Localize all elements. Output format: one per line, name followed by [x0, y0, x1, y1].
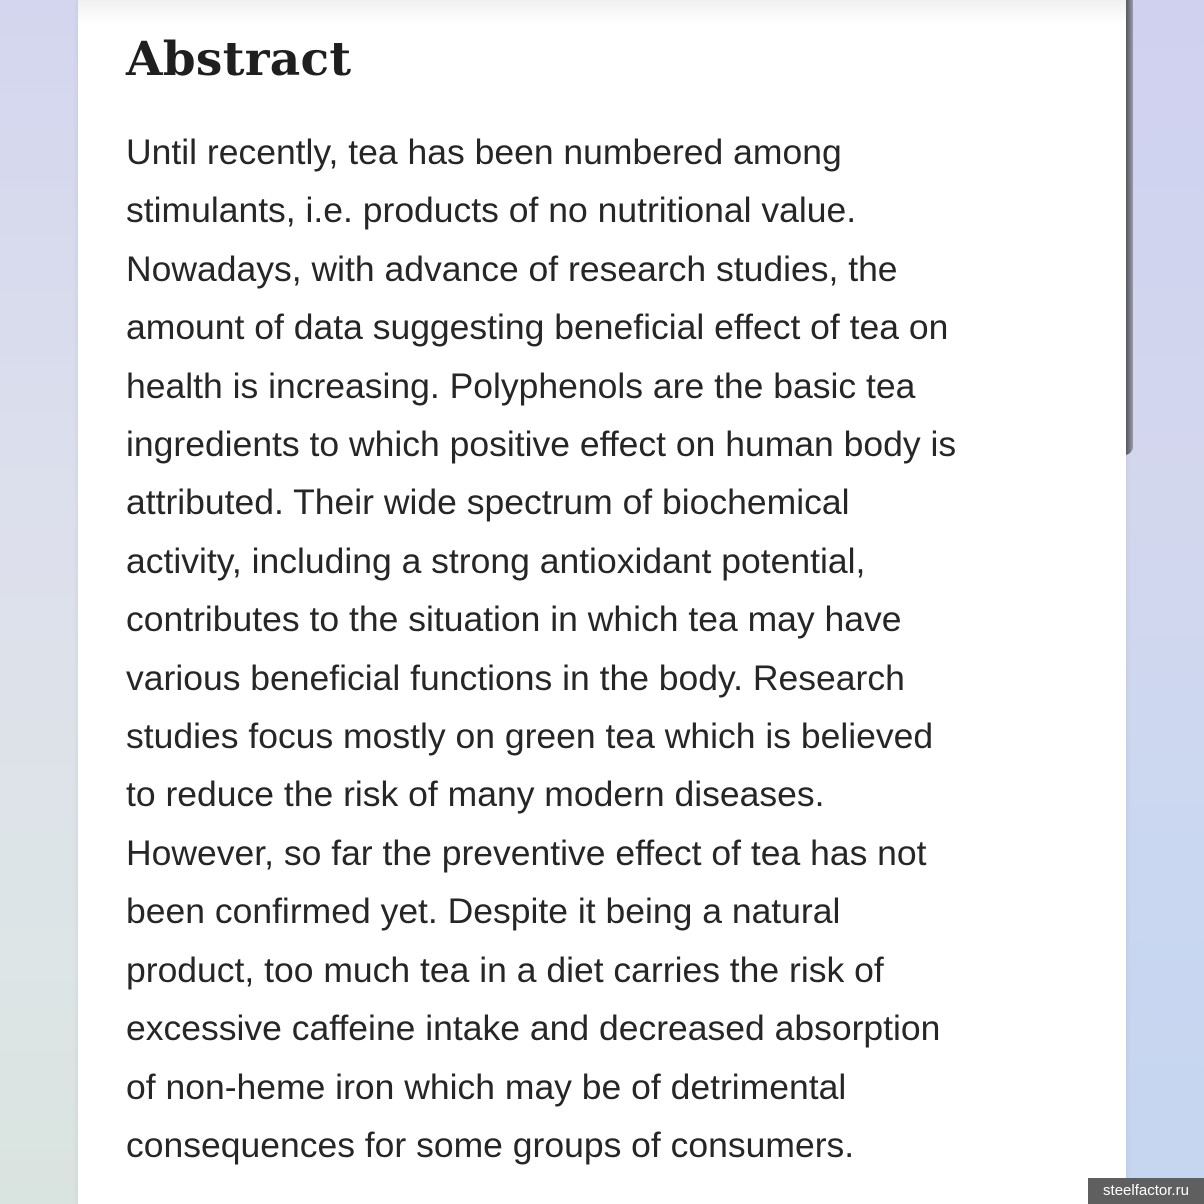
abstract-line: activity, including a strong antioxidant potential, [126, 540, 866, 581]
abstract-line: ingredients to which positive effect on human body is [126, 424, 957, 465]
abstract-line: consequences for some groups of consumers. [126, 1124, 855, 1165]
abstract-line: of non-heme iron which may be of detrimental [126, 1066, 847, 1107]
abstract-line: attributed. Their wide spectrum of biochemical [126, 482, 850, 523]
background-left [0, 0, 78, 1204]
abstract-line: However, so far the preventive effect of tea has not [126, 832, 927, 873]
abstract-line: health is increasing. Polyphenols are the basic tea [126, 365, 916, 406]
abstract-line: to reduce the risk of many modern diseases. [126, 774, 825, 815]
abstract-line: Until recently, tea has been numbered among [126, 132, 842, 172]
abstract-body [126, 123, 1126, 1174]
abstract-line: contributes to the situation in which tea may have [126, 599, 902, 640]
abstract-line: various beneficial functions in the body. Research [126, 657, 905, 698]
abstract-line: been confirmed yet. Despite it being a natural [126, 891, 841, 932]
abstract-line: amount of data suggesting beneficial effect of tea on [126, 307, 949, 348]
abstract-heading: Abstract [126, 32, 352, 87]
watermark-label: steelfactor.ru [1088, 1178, 1204, 1204]
abstract-line: studies focus mostly on green tea which is believed [126, 716, 934, 757]
document-page[interactable] [78, 0, 1126, 1204]
page-top-shadow [78, 0, 1126, 24]
abstract-line: product, too much tea in a diet carries the risk of [126, 949, 884, 990]
abstract-line: Nowadays, with advance of research studies, the [126, 248, 898, 289]
abstract-line: stimulants, i.e. products of no nutritional value. [126, 190, 857, 231]
abstract-line: excessive caffeine intake and decreased absorption [126, 1008, 941, 1049]
background-right [1126, 0, 1204, 1204]
